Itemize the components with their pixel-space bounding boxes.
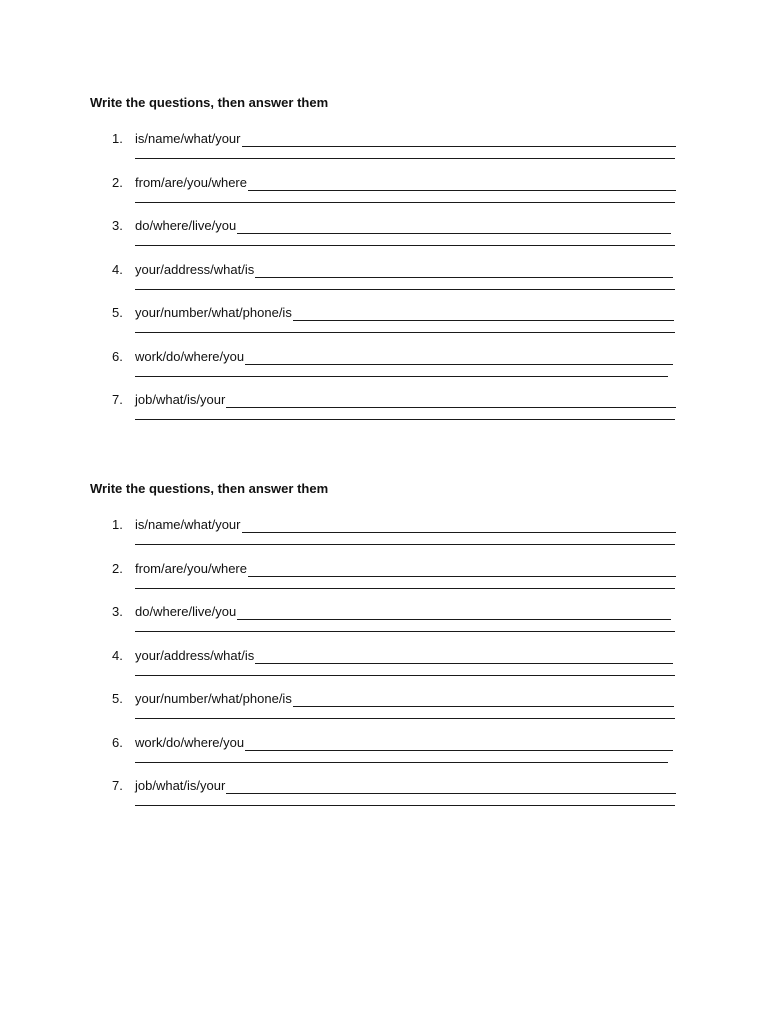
question-blank	[226, 392, 676, 408]
scrambled-words: work/do/where/you	[135, 735, 245, 750]
question-line	[135, 603, 671, 621]
question-line	[135, 217, 671, 235]
question-blank	[245, 735, 673, 751]
question-item-6	[0, 348, 768, 392]
answer-blank	[135, 289, 675, 290]
scrambled-words: job/what/is/your	[135, 392, 226, 407]
question-blank	[237, 218, 671, 234]
item-number: 6.	[112, 735, 123, 750]
scrambled-words: your/number/what/phone/is	[135, 691, 292, 706]
answer-blank	[135, 202, 675, 203]
question-line	[135, 690, 674, 708]
item-number: 4.	[112, 262, 123, 277]
item-number: 7.	[112, 392, 123, 407]
item-number: 3.	[112, 604, 123, 619]
question-blank	[245, 349, 673, 365]
item-number: 6.	[112, 349, 123, 364]
item-number: 5.	[112, 691, 123, 706]
answer-blank	[135, 588, 675, 589]
question-line	[135, 261, 673, 279]
question-line	[135, 734, 673, 752]
question-item-3	[0, 603, 768, 647]
item-number: 5.	[112, 305, 123, 320]
item-number: 4.	[112, 648, 123, 663]
question-line	[135, 174, 676, 192]
question-blank	[242, 131, 677, 147]
answer-blank	[135, 631, 675, 632]
question-line	[135, 777, 676, 795]
question-blank	[226, 778, 676, 794]
scrambled-words: from/are/you/where	[135, 175, 247, 190]
scrambled-words: do/where/live/you	[135, 218, 237, 233]
scrambled-words: job/what/is/your	[135, 778, 226, 793]
item-number: 3.	[112, 218, 123, 233]
item-number: 2.	[112, 175, 123, 190]
question-line	[135, 647, 673, 665]
question-blank	[293, 305, 674, 321]
scrambled-words: your/address/what/is	[135, 648, 255, 663]
question-blank	[248, 561, 676, 577]
question-line	[135, 391, 676, 409]
answer-blank	[135, 718, 675, 719]
answer-blank	[135, 158, 675, 159]
question-item-4	[0, 647, 768, 691]
item-number: 1.	[112, 517, 123, 532]
question-line	[135, 516, 676, 534]
question-line	[135, 130, 676, 148]
question-blank	[248, 175, 676, 191]
answer-blank	[135, 544, 675, 545]
section-heading: Write the questions, then answer them	[90, 481, 329, 496]
question-item-6	[0, 734, 768, 778]
item-number: 2.	[112, 561, 123, 576]
question-item-7	[0, 391, 768, 435]
answer-blank	[135, 332, 675, 333]
answer-blank	[135, 419, 675, 420]
question-item-7	[0, 777, 768, 821]
scrambled-words: is/name/what/your	[135, 517, 241, 532]
scrambled-words: from/are/you/where	[135, 561, 247, 576]
question-item-2	[0, 560, 768, 604]
question-line	[135, 560, 676, 578]
question-blank	[242, 517, 677, 533]
scrambled-words: your/number/what/phone/is	[135, 305, 292, 320]
answer-blank	[135, 376, 668, 377]
section-heading: Write the questions, then answer them	[90, 95, 329, 110]
scrambled-words: is/name/what/your	[135, 131, 241, 146]
question-line	[135, 348, 673, 366]
question-blank	[255, 262, 673, 278]
scrambled-words: do/where/live/you	[135, 604, 237, 619]
question-item-2	[0, 174, 768, 218]
item-number: 1.	[112, 131, 123, 146]
question-item-1	[0, 516, 768, 560]
item-number: 7.	[112, 778, 123, 793]
answer-blank	[135, 675, 675, 676]
question-blank	[237, 604, 671, 620]
question-item-5	[0, 304, 768, 348]
answer-blank	[135, 245, 675, 246]
question-blank	[255, 648, 673, 664]
answer-blank	[135, 805, 675, 806]
question-item-1	[0, 130, 768, 174]
question-item-5	[0, 690, 768, 734]
question-item-3	[0, 217, 768, 261]
question-line	[135, 304, 674, 322]
answer-blank	[135, 762, 668, 763]
scrambled-words: your/address/what/is	[135, 262, 255, 277]
question-item-4	[0, 261, 768, 305]
scrambled-words: work/do/where/you	[135, 349, 245, 364]
question-blank	[293, 691, 674, 707]
